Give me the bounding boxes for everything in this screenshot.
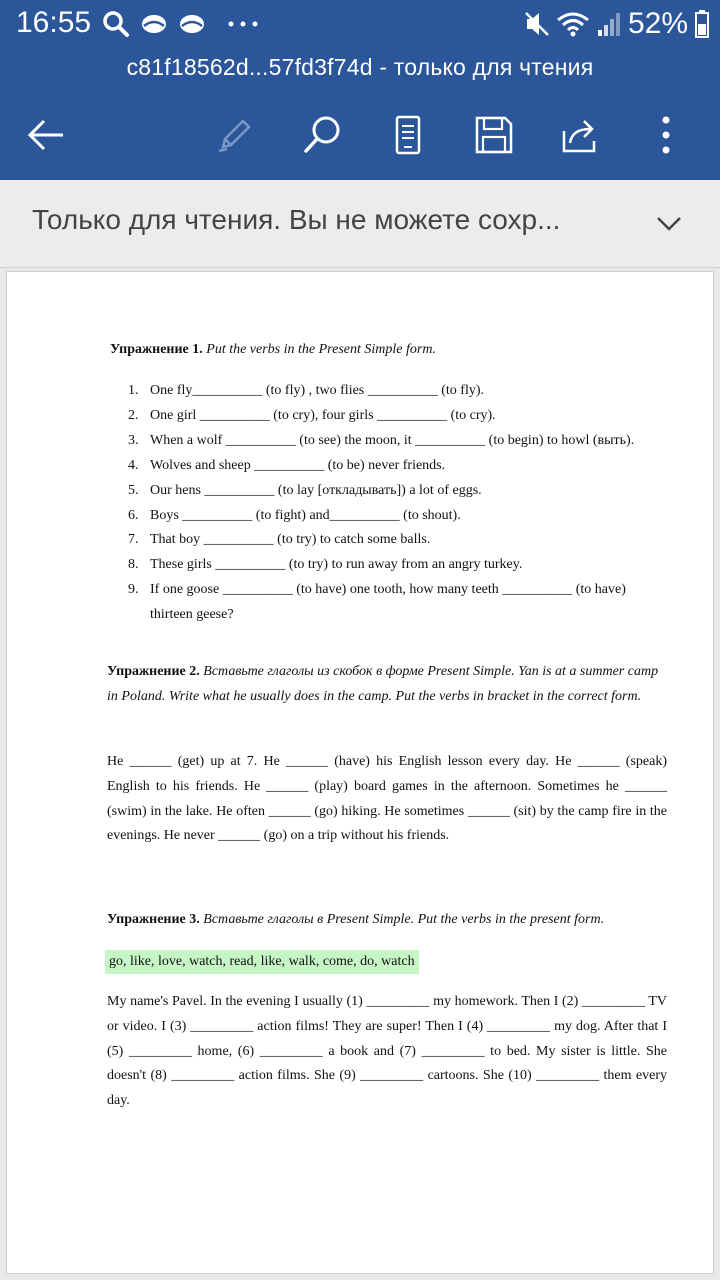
search-button[interactable] — [295, 108, 349, 162]
list-item: 9. If one goose __________ (to have) one tooth, how many teeth __________ (to have) thirteen geese? — [128, 582, 626, 623]
cloud-icon — [178, 12, 206, 36]
toolbar — [0, 108, 720, 162]
exercise-1-instruction: Put the verbs in the Present Simple form. — [206, 342, 436, 357]
exercise-2-heading — [107, 659, 667, 709]
list-item: 3. When a wolf __________ (to see) the moon, it __________ (to begin) to howl (выть). — [128, 432, 635, 448]
read-mode-button[interactable] — [381, 108, 435, 162]
document-page[interactable] — [6, 271, 714, 1274]
edit-icon — [215, 115, 255, 155]
signal-icon — [596, 10, 622, 38]
status-bar — [0, 0, 720, 50]
more-options-button[interactable] — [639, 108, 693, 162]
battery-icon — [694, 9, 710, 39]
banner-text: Только для чтения. Вы не можете сохр... — [32, 204, 561, 235]
battery-percent: 52% — [627, 7, 688, 40]
status-left-icons — [102, 9, 260, 39]
back-button[interactable] — [19, 108, 73, 162]
exercise-2-text: He ______ (get) up at 7. He ______ (have) his English lesson every day. He ______ (speak) English to his friends. He ______ (play) board games in the afternoon. Sometimes he ______ (swim) in the lake. He often ______ (go) hiking. He sometimes ______ (sit) by the camp fire in the evenings. He never ______ (go) on a trip without his friends. — [107, 754, 667, 844]
exercise-1-label: Упражнение 1. — [110, 342, 203, 357]
exercise-3-heading — [107, 907, 667, 932]
mute-icon — [524, 10, 550, 38]
save-button[interactable] — [467, 108, 521, 162]
cloud-icon — [140, 12, 168, 36]
exercise-1-heading — [110, 337, 670, 362]
status-right — [524, 6, 710, 42]
chevron-down-icon[interactable] — [654, 208, 684, 238]
share-button[interactable] — [553, 108, 607, 162]
exercise-3-instruction: Вставьте глаголы в Present Simple. Put the verbs in the present form. — [203, 912, 605, 927]
search-icon — [102, 10, 130, 38]
list-item: 2. One girl __________ (to cry), four girls __________ (to cry). — [128, 407, 496, 423]
edit-button[interactable] — [208, 108, 262, 162]
exercise-1-list — [128, 379, 668, 628]
save-icon — [474, 115, 514, 155]
list-item: 4. Wolves and sheep __________ (to be) never friends. — [128, 457, 446, 473]
list-item: 8. These girls __________ (to try) to run away from an angry turkey. — [128, 557, 523, 573]
list-item: 7. That boy __________ (to try) to catch some balls. — [128, 532, 431, 548]
read-only-banner[interactable] — [0, 180, 720, 268]
search-icon — [302, 115, 342, 155]
list-item: 6. Boys __________ (to fight) and__________ (to shout). — [128, 507, 461, 523]
exercise-3-label: Упражнение 3. — [107, 912, 200, 927]
list-item: 1. One fly__________ (to fly) , two flies __________ (to fly). — [128, 383, 485, 398]
more-vertical-icon — [661, 115, 671, 155]
more-icon — [226, 19, 260, 29]
app-header — [0, 50, 720, 180]
document-title: c81f18562d...57fd3f74d - только для чтения — [126, 54, 594, 80]
share-icon — [560, 115, 600, 155]
back-icon — [26, 118, 66, 152]
wifi-icon — [556, 10, 590, 38]
exercise-2-label: Упражнение 2. — [107, 664, 200, 679]
status-time: 16:55 — [16, 6, 92, 39]
list-item: 5. Our hens __________ (to lay [откладывать]) a lot of eggs. — [128, 482, 482, 498]
exercise-2-instruction: Вставьте глаголы из скобок в форме Present Simple. Yan is at a summer camp in Poland. Write what he usually does in the camp. Put the verbs in bracket in the correct form. — [107, 664, 659, 704]
read-mode-icon — [393, 115, 423, 155]
word-bank: go, like, love, watch, read, like, walk, come, do, watch — [105, 950, 419, 974]
exercise-3-text: My name's Pavel. In the evening I usually (1) _________ my homework. Then I (2) _________ TV or video. I (3) _________ action films! They are super! Then I (4) _________ my dog. After that I (5) _________ home, (6) _________ a book and (7) _________ to bed. My sister is little. She doesn't (8) _________ action films. She (9) _________ cartoons. She (10) _________ them every day. — [107, 994, 667, 1109]
